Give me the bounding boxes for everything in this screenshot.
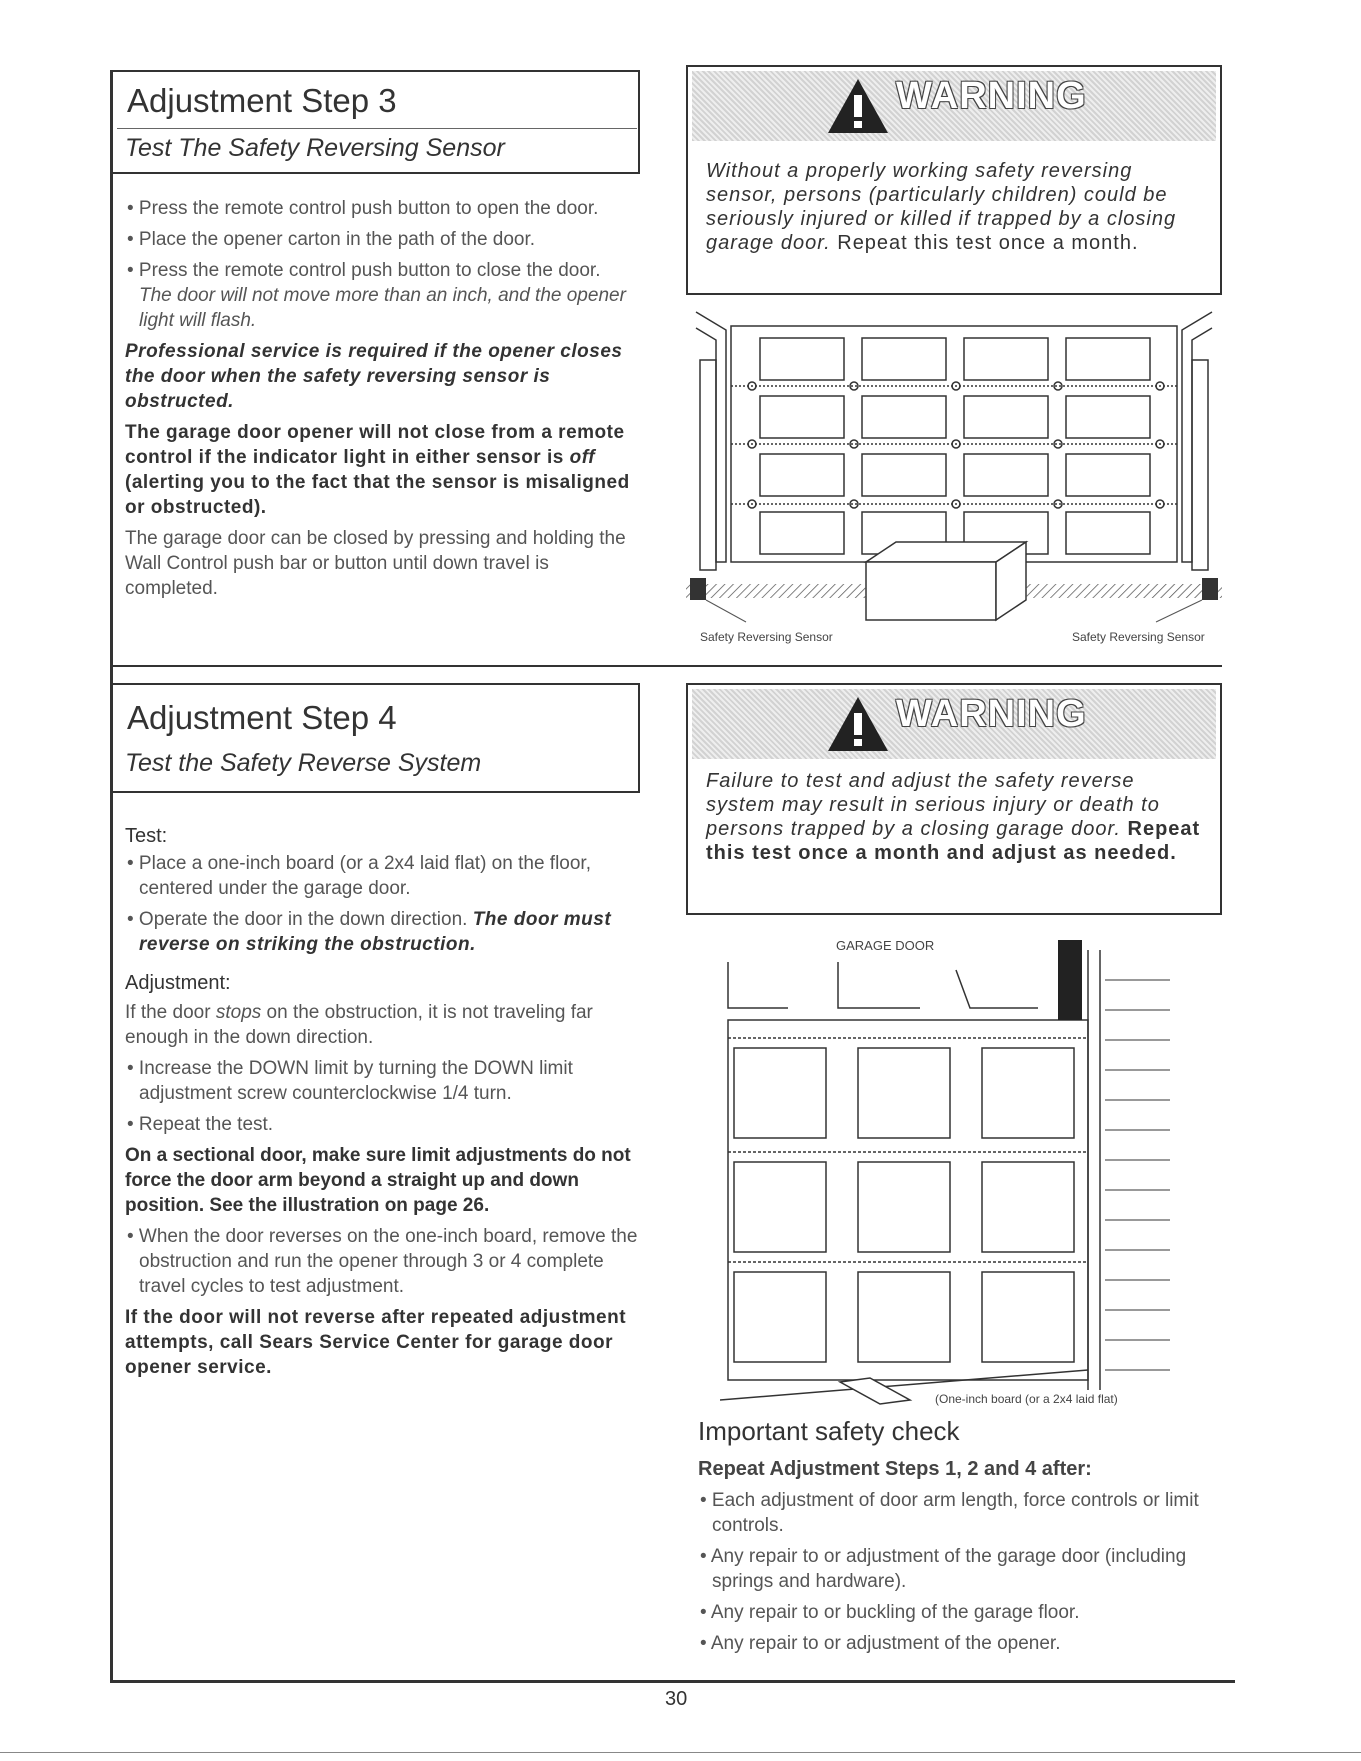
figure2-garage-door-label: GARAGE DOOR [836, 938, 935, 953]
bottom-page-border [110, 1680, 1235, 1683]
step4-test-bullet-1: • Place a one-inch board (or a 2x4 laid flat) on the floor, centered under the garage door. [127, 853, 591, 899]
important-bullet-4: • Any repair to or adjustment of the opener. [700, 1633, 1061, 1654]
page-edge-line [0, 1752, 1361, 1753]
step3-bullet-3-text: • Press the remote control push button to close the door. [127, 260, 601, 281]
warning-banner-2 [692, 689, 1216, 759]
step3-subtitle: Test The Safety Reversing Sensor [125, 134, 505, 162]
figure1-right-sensor-label: Safety Reversing Sensor [1072, 630, 1205, 644]
step4-adjustment-bullet-1: • Increase the DOWN limit by turning the DOWN limit adjustment screw counterclockwise 1/4 turn. [127, 1058, 573, 1104]
left-page-border [110, 70, 113, 1680]
step4-header-box [110, 683, 640, 793]
step3-bullet-1: • Press the remote control push button to open the door. [127, 198, 599, 219]
step4-test-bullet-2-emph: The door must reverse on striking the obstruction. [139, 909, 612, 955]
step4-adjustment-paragraph [125, 1000, 645, 1050]
step4-sectional-note: On a sectional door, make sure limit adjustments do not force the door arm beyond a straight up and down position. See the illustration on page 26. [125, 1145, 631, 1216]
warning-box-2 [686, 683, 1222, 915]
right-sensor-icon [1202, 578, 1218, 600]
garage-door-sensor-illustration [686, 300, 1222, 660]
step3-indicator-paragraph [125, 420, 630, 520]
garage-door-board-illustration [720, 930, 1190, 1410]
step3-bullet-2: • Place the opener carton in the path of the door. [127, 229, 536, 250]
step3-para1-b: (alerting you to the fact that the sensor is misaligned or obstructed). [125, 472, 630, 518]
step4-adjustment-bullet-2: • Repeat the test. [127, 1114, 274, 1135]
step3-title: Adjustment Step 3 [127, 82, 397, 119]
step4-service-note: If the door will not reverse after repeated adjustment attempts, call Sears Service Center for garage door opener service. [125, 1307, 627, 1378]
step4-body [125, 824, 645, 1386]
step3-para1-a: The garage door opener will not close from a remote control if the indicator light in either sensor is [125, 422, 625, 468]
figure1-left-sensor-label: Safety Reversing Sensor [700, 630, 833, 644]
warning-1-heading: WARNING [896, 75, 1087, 117]
step3-subtitle-rule [117, 128, 637, 129]
step4-adj-p1-b: on the obstruction, it is not traveling far enough in the down direction. [125, 1002, 593, 1048]
warning-2-text-italic: Failure to test and adjust the safety reverse system may result in serious injury or death to persons trapped by a closing garage door. [706, 770, 1160, 840]
step3-bullet-3-italic: The door will not move more than an inch, and the opener light will flash. [139, 285, 626, 331]
warning-box-1 [686, 65, 1222, 295]
important-heading: Important safety check [698, 1416, 960, 1446]
warning-2-text [706, 769, 1206, 865]
step3-header-box [110, 70, 640, 174]
step4-subtitle: Test the Safety Reverse System [125, 749, 482, 777]
left-sensor-icon [690, 578, 706, 600]
step4-test-bullet-2-text: • Operate the door in the down direction. [127, 909, 473, 930]
figure2-board-label: (One-inch board (or a 2x4 laid flat) [935, 1392, 1118, 1406]
step4-test-heading: Test: [125, 825, 168, 847]
important-bullet-2: • Any repair to or adjustment of the garage door (including springs and hardware). [700, 1546, 1187, 1592]
step3-bullet-3 [125, 258, 630, 333]
step4-adj-p1-a: If the door [125, 1002, 216, 1023]
step4-adjustment-heading: Adjustment: [125, 972, 231, 994]
important-list [698, 1488, 1218, 1662]
important-subheading: Repeat Adjustment Steps 1, 2 and 4 after: [698, 1458, 1092, 1480]
door-edge-shadow-icon [1058, 940, 1082, 1020]
step4-adjustment-bullet-3: • When the door reverses on the one-inch board, remove the obstruction and run the opener through 3 or 4 complete travel cycles to test adjustment. [127, 1226, 638, 1297]
important-bullet-1: • Each adjustment of door arm length, force controls or limit controls. [700, 1490, 1199, 1536]
warning-1-text [706, 159, 1206, 255]
top-section-divider [110, 665, 1222, 667]
step3-wall-control-paragraph: The garage door can be closed by pressing and holding the Wall Control push bar or button until down travel is completed. [125, 528, 626, 599]
warning-2-heading: WARNING [896, 693, 1087, 735]
page-number: 30 [665, 1688, 688, 1710]
warning-triangle-icon [826, 695, 890, 753]
warning-1-text-normal: Repeat this test once a month. [830, 232, 1139, 254]
warning-banner-1 [692, 71, 1216, 141]
step3-para1-off: off [569, 447, 596, 468]
step3-professional-note: Professional service is required if the opener closes the door when the safety reversing sensor is obstructed. [125, 341, 623, 412]
warning-2-text-normal: Repeat this test once a month and adjust as needed. [706, 818, 1201, 864]
step4-test-bullet-2 [125, 907, 645, 957]
step3-body [125, 196, 630, 607]
important-bullet-3: • Any repair to or buckling of the garage floor. [700, 1602, 1080, 1623]
step4-title: Adjustment Step 4 [127, 699, 397, 736]
warning-1-text-italic: Without a properly working safety reversing sensor, persons (particularly children) could be seriously injured or killed if trapped by a closing garage door. [706, 160, 1177, 254]
step4-adj-p1-stops: stops [215, 1002, 262, 1023]
warning-triangle-icon [826, 77, 890, 135]
